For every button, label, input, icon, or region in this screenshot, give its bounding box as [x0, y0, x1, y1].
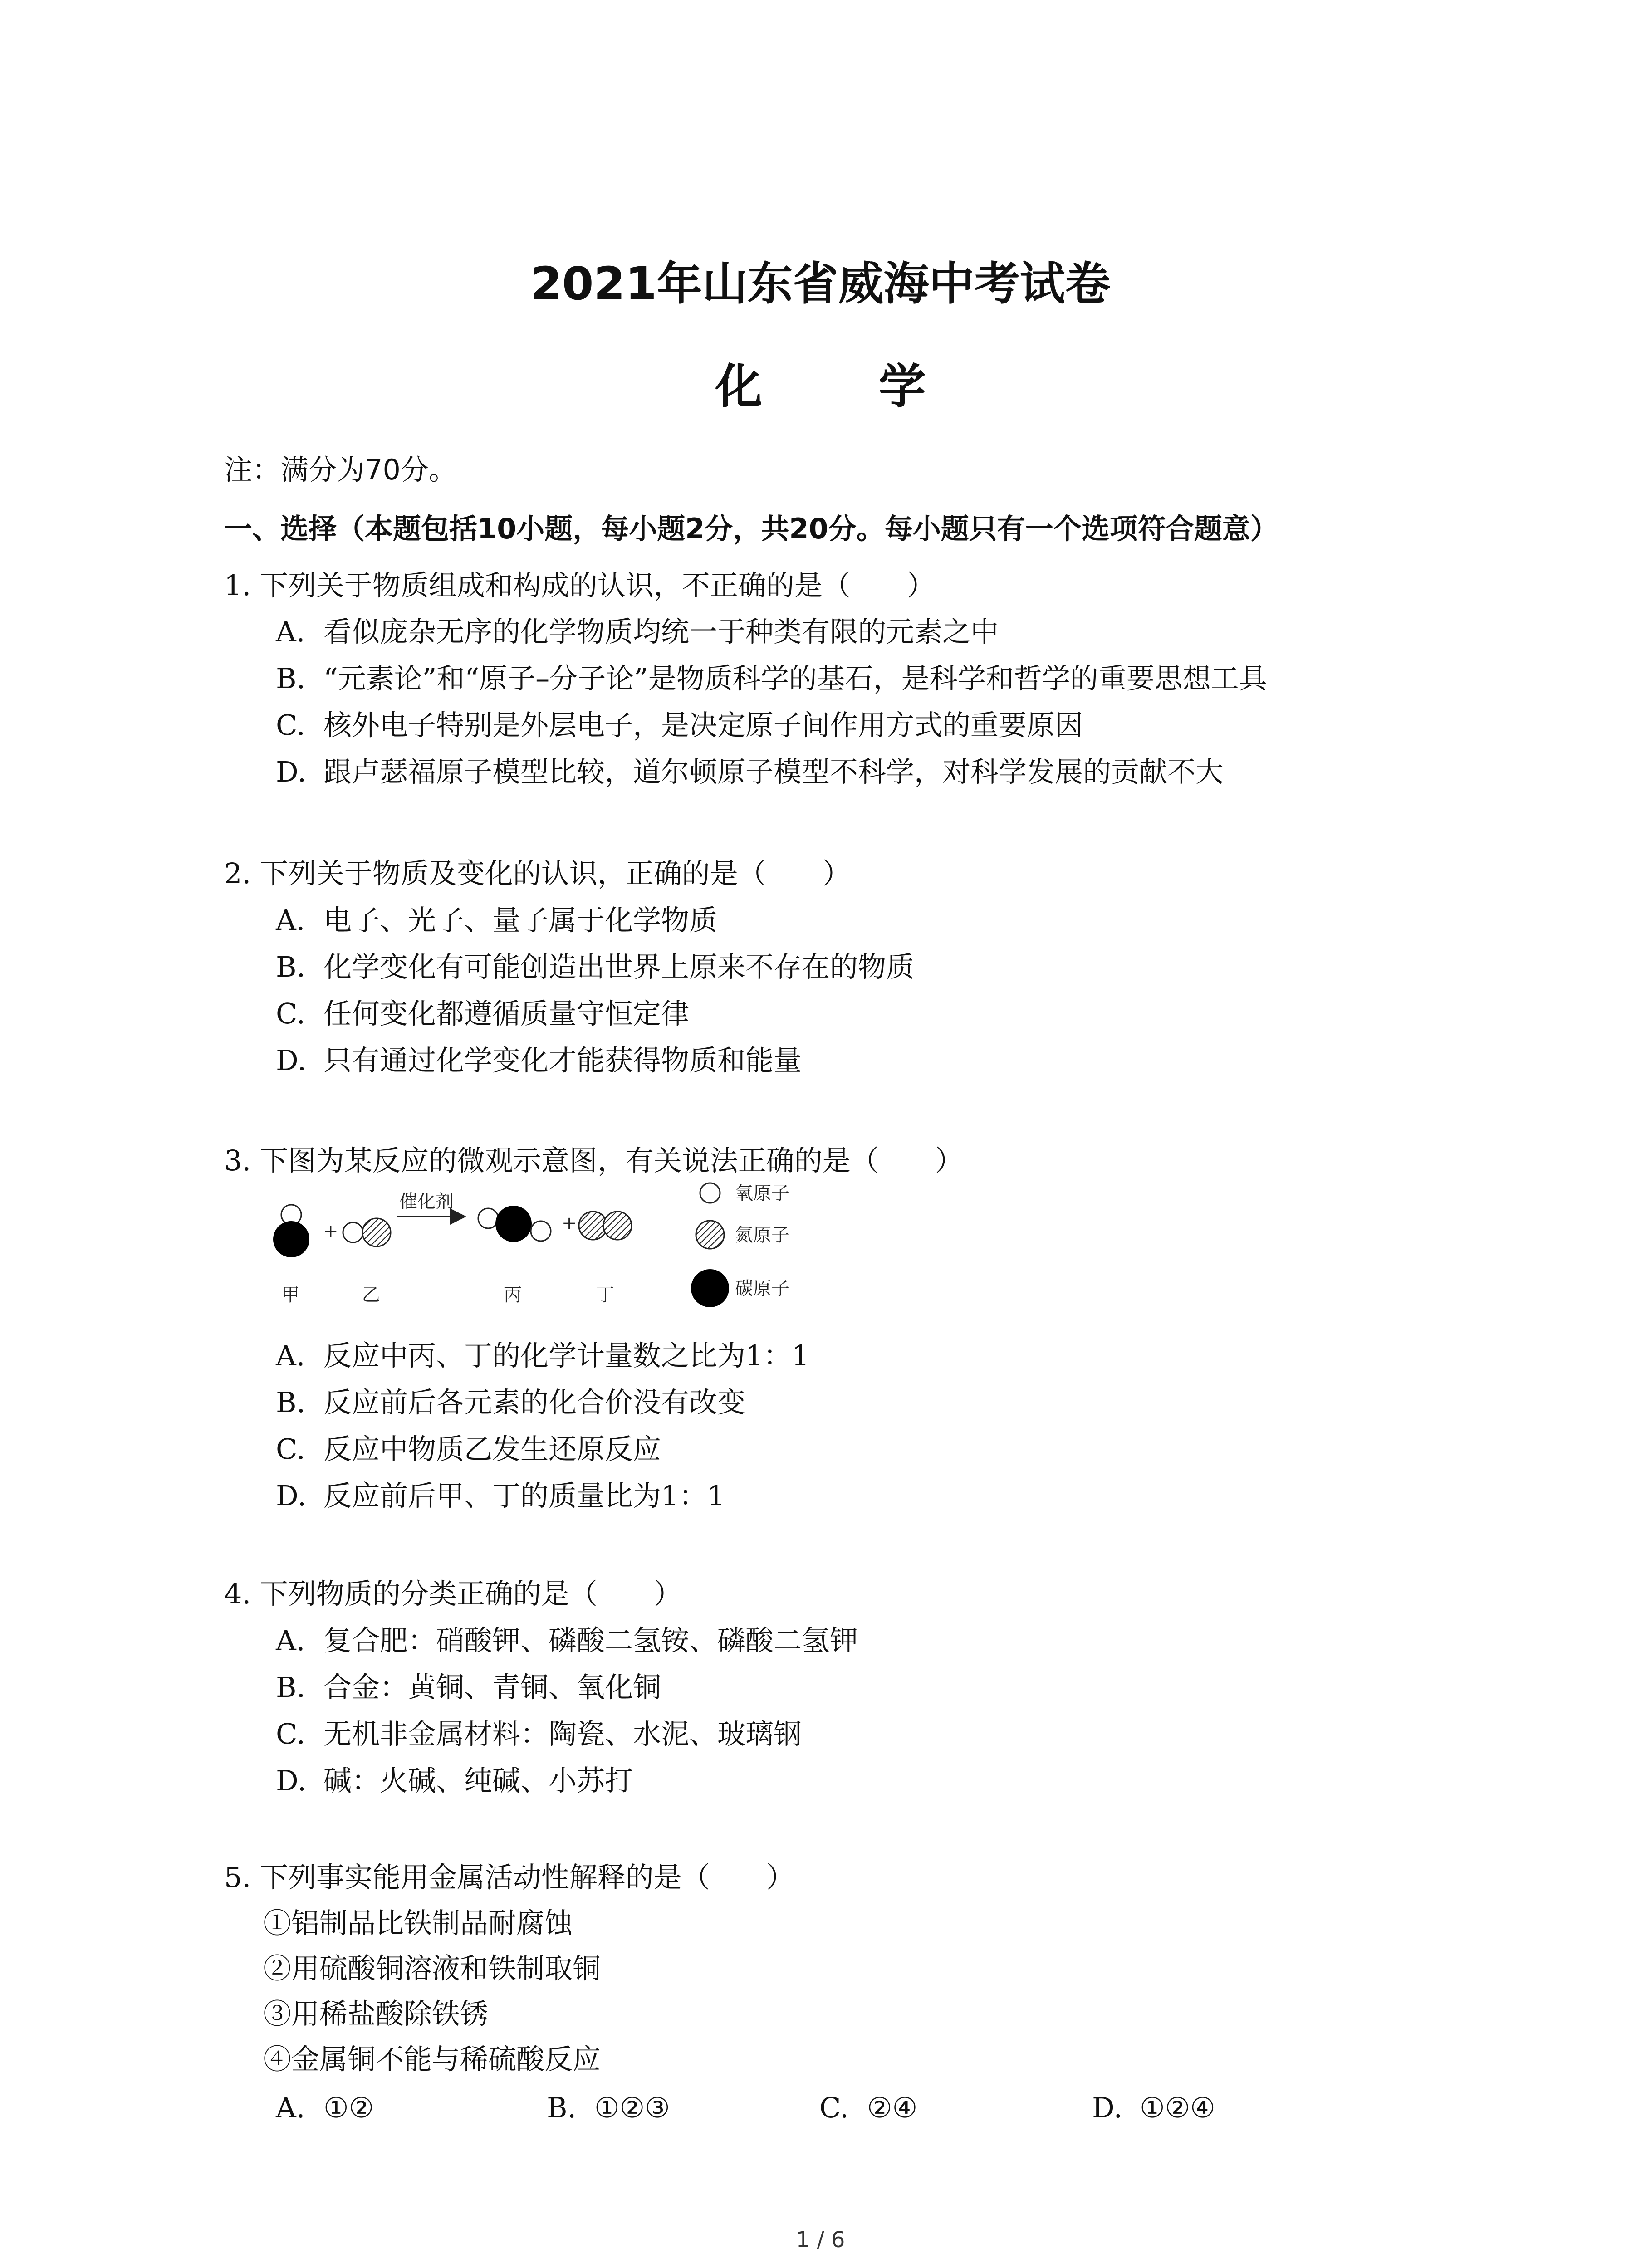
- score-note: 注：满分为70分。: [224, 453, 457, 486]
- question-1-option-c: C. 核外电子特别是外层电子，是决定原子间作用方式的重要原因: [276, 709, 1083, 742]
- question-1-option-a: A. 看似庞杂无序的化学物质均统一于种类有限的元素之中: [276, 615, 999, 648]
- legend: [691, 1183, 789, 1307]
- question-5-option-a: A. ①②: [276, 2091, 374, 2124]
- oxygen-atom: [478, 1208, 498, 1228]
- legend-nitrogen-label: 氮原子: [735, 1225, 789, 1246]
- oxygen-atom: [343, 1222, 363, 1242]
- question-2-option-c: C. 任何变化都遵循质量守恒定律: [276, 997, 690, 1030]
- question-4-stem: 4. 下列物质的分类正确的是（ ）: [224, 1577, 682, 1610]
- question-1-stem: 1. 下列关于物质组成和构成的认识，不正确的是（ ）: [224, 569, 935, 602]
- question-5-item-3: ③用稀盐酸除铁锈: [263, 1997, 489, 2030]
- label-jia: 甲: [281, 1285, 299, 1305]
- question-3-option-d: D. 反应前后甲、丁的质量比为1：1: [276, 1479, 725, 1512]
- question-5-option-b: B. ①②③: [547, 2091, 670, 2124]
- question-5-item-4: ④金属铜不能与稀硫酸反应: [263, 2043, 601, 2076]
- nitrogen-atom: [362, 1218, 391, 1246]
- molecule-jia: [273, 1205, 309, 1257]
- label-bing: 丙: [504, 1285, 522, 1305]
- legend-oxygen-symbol: [700, 1183, 720, 1203]
- nitrogen-atom: [603, 1212, 632, 1240]
- question-3-option-a: A. 反应中丙、丁的化学计量数之比为1：1: [276, 1339, 809, 1372]
- question-4-option-a: A. 复合肥：硝酸钾、磷酸二氢铵、磷酸二氢钾: [276, 1624, 858, 1657]
- molecule-ding: [579, 1212, 632, 1240]
- question-3-option-c: C. 反应中物质乙发生还原反应: [276, 1432, 661, 1466]
- question-5-option-d: D. ①②④: [1092, 2091, 1215, 2124]
- question-5-item-2: ②用硫酸铜溶液和铁制取铜: [263, 1952, 601, 1985]
- question-1-option-b: B. “元素论”和“原子–分子论”是物质科学的基石，是科学和哲学的重要思想工具: [276, 662, 1267, 695]
- question-4-option-b: B. 合金：黄铜、青铜、氧化铜: [276, 1671, 661, 1704]
- question-1-option-d: D. 跟卢瑟福原子模型比较，道尔顿原子模型不科学，对科学发展的贡献不大: [276, 755, 1224, 788]
- label-yi: 乙: [362, 1285, 380, 1305]
- molecule-bing: [478, 1206, 551, 1242]
- plus-sign-2: +: [562, 1213, 577, 1234]
- legend-carbon-symbol: [691, 1269, 729, 1307]
- page-number: 1 / 6: [796, 2227, 845, 2253]
- oxygen-atom: [531, 1221, 551, 1241]
- reaction-diagram: [263, 1179, 853, 1329]
- molecule-yi: [343, 1218, 391, 1246]
- question-3-stem: 3. 下图为某反应的微观示意图，有关说法正确的是（ ）: [224, 1144, 963, 1177]
- question-2-option-d: D. 只有通过化学变化才能获得物质和能量: [276, 1044, 802, 1077]
- question-5-option-c: C. ②④: [819, 2091, 918, 2124]
- question-2-stem: 2. 下列关于物质及变化的认识，正确的是（ ）: [224, 857, 851, 890]
- question-2-option-a: A. 电子、光子、量子属于化学物质: [276, 904, 718, 937]
- catalyst-label: 催化剂: [399, 1191, 454, 1212]
- plus-sign-1: +: [323, 1221, 338, 1242]
- document-subject: 化 学: [715, 359, 976, 414]
- question-4-option-d: D. 碱：火碱、纯碱、小苏打: [276, 1764, 633, 1797]
- question-5-item-1: ①铝制品比铁制品耐腐蚀: [263, 1906, 573, 1940]
- document-title: 2021年山东省威海中考试卷: [530, 257, 1111, 310]
- legend-carbon-label: 碳原子: [735, 1278, 789, 1299]
- question-5-stem: 5. 下列事实能用金属活动性解释的是（ ）: [224, 1861, 794, 1894]
- label-ding: 丁: [596, 1285, 614, 1305]
- carbon-atom: [273, 1221, 309, 1257]
- question-3-option-b: B. 反应前后各元素的化合价没有改变: [276, 1386, 746, 1419]
- section-heading: 一、选择（本题包括10小题，每小题2分，共20分。每小题只有一个选项符合题意）: [224, 512, 1279, 545]
- carbon-atom: [495, 1206, 532, 1242]
- question-2-option-b: B. 化学变化有可能创造出世界上原来不存在的物质: [276, 950, 915, 983]
- question-4-option-c: C. 无机非金属材料：陶瓷、水泥、玻璃钢: [276, 1717, 802, 1750]
- legend-oxygen-label: 氧原子: [735, 1183, 789, 1204]
- legend-nitrogen-symbol: [696, 1221, 724, 1249]
